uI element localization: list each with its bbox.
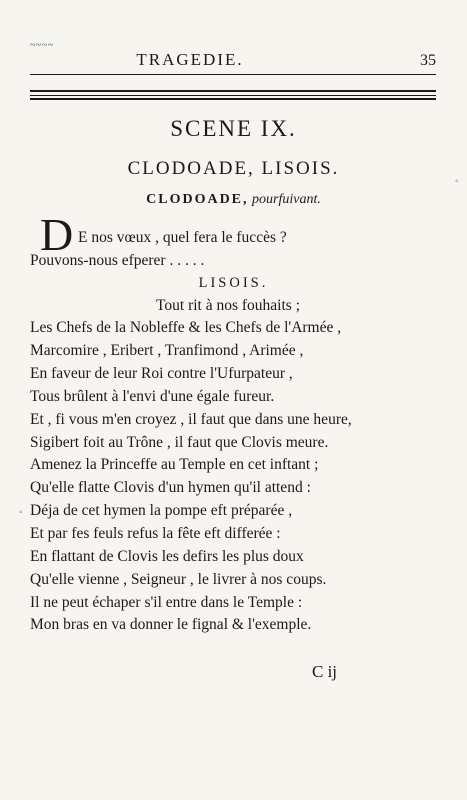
- ornamental-rule: [30, 90, 436, 92]
- corner-ornament: ~ ~ ~ ~: [30, 40, 53, 51]
- verse-line: Et , fi vous m'en croyez , il faut que dans une heure,: [30, 411, 352, 428]
- stage-direction: pourfuivant.: [252, 192, 321, 207]
- running-head: [30, 40, 436, 72]
- ink-speck: ◦: [455, 176, 459, 187]
- catchword: C ij: [312, 662, 338, 681]
- verse-line: Tous brûlent à l'envi d'une égale fureur.: [30, 388, 275, 405]
- ornamental-rule: [30, 95, 436, 96]
- verse-line: Qu'elle flatte Clovis d'un hymen qu'il attend :: [30, 479, 311, 496]
- verse-line: Les Chefs de la Nobleffe & les Chefs de l'Armée ,: [30, 319, 342, 336]
- speaker-heading: [0, 192, 467, 208]
- speaker-name: LISOIS.: [198, 275, 269, 291]
- ornamental-rule: [30, 98, 436, 100]
- running-title: TRAGEDIE.: [136, 50, 244, 69]
- verse-line: En faveur de leur Roi contre l'Ufurpateur ,: [30, 365, 293, 382]
- drop-cap: D: [40, 209, 74, 260]
- verse-line: Pouvons-nous efperer . . . . .: [30, 252, 205, 269]
- scene-characters: CLODOADE, LISOIS.: [127, 158, 340, 179]
- verse-line: Amenez la Princeffe au Temple en cet inftant ;: [30, 456, 319, 473]
- verse-line: E nos vœux , quel fera le fuccès ?: [78, 229, 287, 246]
- verse-line: Marcomire , Eribert , Tranfimond , Arimée ,: [30, 342, 304, 359]
- verse-line: En flattant de Clovis les defirs les plus doux: [30, 548, 304, 565]
- ink-speck: ◦: [19, 507, 23, 518]
- page-number: 35: [420, 52, 436, 69]
- speaker-name: CLODOADE,: [146, 192, 249, 207]
- verse-line: Qu'elle vienne , Seigneur , le livrer à nos coups.: [30, 571, 327, 588]
- scene-title: SCENE IX.: [170, 116, 297, 141]
- header-rule: [30, 74, 436, 75]
- verse-line: Mon bras en va donner le fignal & l'exemple.: [30, 616, 312, 633]
- verse-line: Tout rit à nos fouhaits ;: [156, 297, 300, 314]
- verse-line: Sigibert foit au Trône , il faut que Clovis meure.: [30, 434, 329, 451]
- verse-line: Il ne peut échaper s'il entre dans le Temple :: [30, 594, 303, 611]
- verse-line: Déja de cet hymen la pompe eft préparée ,: [30, 502, 293, 519]
- verse-line: Et par fes feuls refus la fête eft differée :: [30, 525, 281, 542]
